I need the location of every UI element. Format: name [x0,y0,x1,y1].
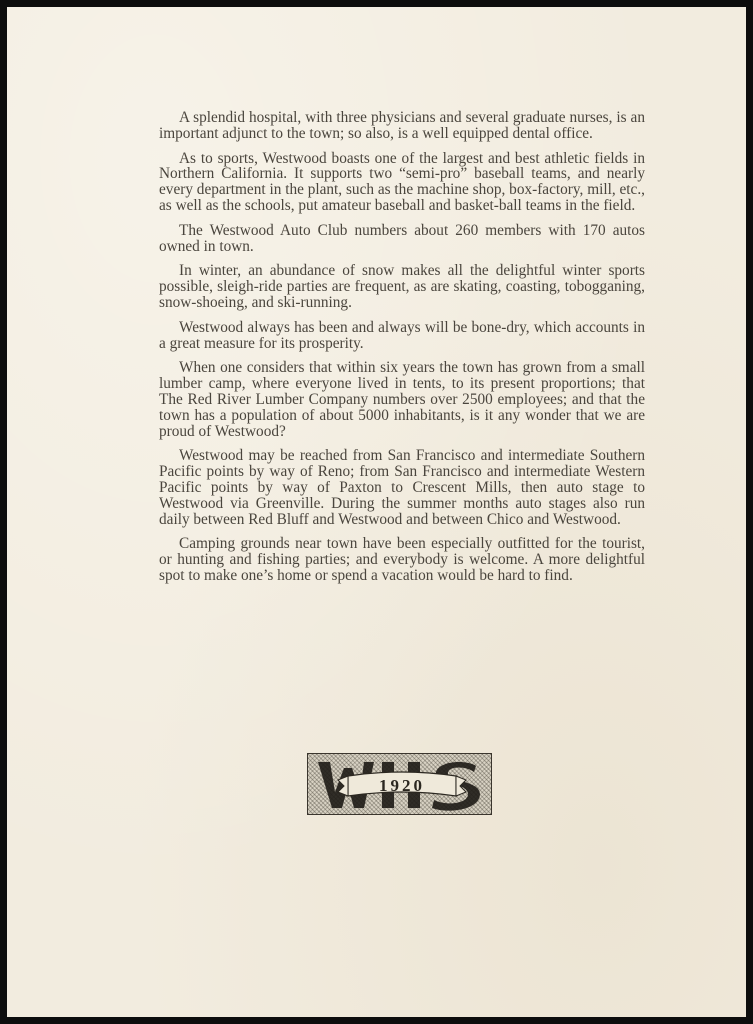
body-text [159,110,645,593]
paragraph-winter: In winter, an abundance of snow makes all the delightful winter sports possible, sleigh-ride parties are frequent, as are skating, coasting, tobogganing, snow-shoeing, and ski-running. [159,262,645,311]
paragraph-travel: Westwood may be reached from San Francisco and intermediate Southern Pacific points by way of Reno; from San Francisco and intermediate Western Pacific points by way of Paxton to Crescent Mills, then auto stage to Westwood via Greenville. During the summer months auto stages also run daily between Red Bluff and Westwood and between Chico and Westwood. [159,447,645,528]
paragraph-camping: Camping grounds near town have been especially outfitted for the tourist, or hunting and fishing parties; and everybody is welcome. A more delightful spot to make one’s home or spend a vacation would be hard to find. [159,535,645,584]
paragraph-bone-dry: Westwood always has been and always will be bone-dry, which accounts in a great measure for its prosperity. [159,318,645,352]
logo-year: 1920 [379,776,425,795]
paragraph-auto-club: The Westwood Auto Club numbers about 260 members with 170 autos owned in town. [159,221,645,255]
paragraph-hospital: A splendid hospital, with three physicians and several graduate nurses, is an important adjunct to the town; so also, is a well equipped dental office. [159,109,645,142]
document-page [7,7,746,1017]
paragraph-growth: When one considers that within six years the town has grown from a small lumber camp, where everyone lived in tents, to its present proportions; that The Red River Lumber Company numbers over 2500 employees; and that the town has a population of about 5000 inhabitants, is it any wonder that we are proud of Westwood? [159,359,645,440]
paragraph-sports: As to sports, Westwood boasts one of the largest and best athletic fields in Northern California. It supports two “semi-pro” baseball teams, and nearly every department in the plant, such as the machine shop, box-factory, mill, etc., as well as the schools, put amateur baseball and basket-ball teams in the field. [159,149,645,214]
whs-1920-logo [307,753,492,815]
